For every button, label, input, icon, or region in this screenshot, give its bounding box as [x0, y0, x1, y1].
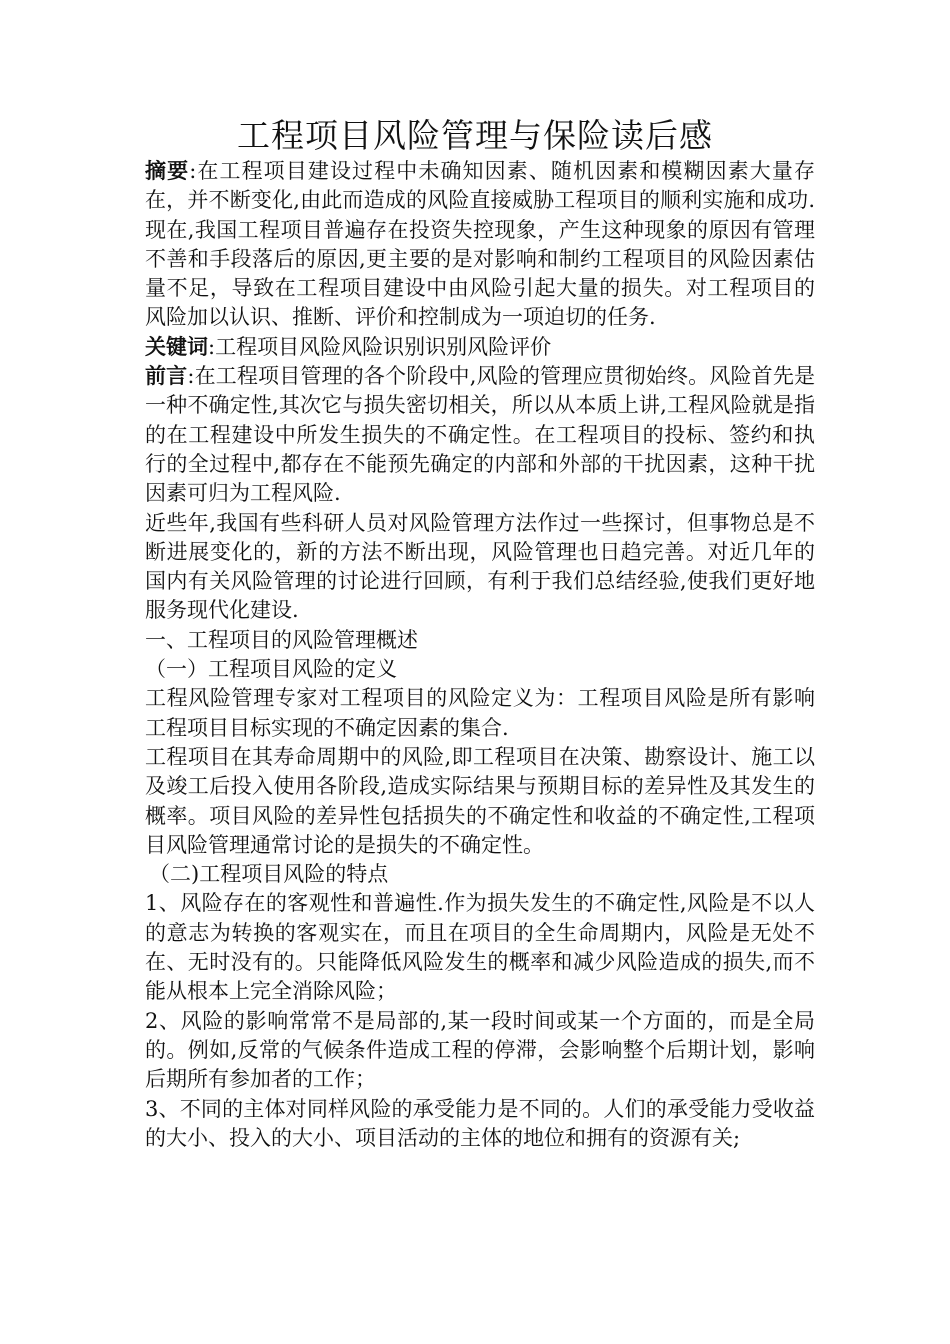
body-paragraph: 工程项目在其寿命周期中的风险,即工程项目在决策、勘察设计、施工以及竣工后投入使用各阶段,造成实际结果与预期目标的差异性及其发生的概率。项目风险的差异性包括损失的不确定性和收益的不确定性,工程项目风险管理通常讨论的是损失的不确定性。 [145, 744, 815, 857]
body-paragraph: 工程风险管理专家对工程项目的风险定义为：工程项目风险是所有影响工程项目目标实现的不确定因素的集合. [145, 686, 815, 740]
section-heading: 一、工程项目的风险管理概述 [145, 627, 418, 652]
list-item: 2、风险的影响常常不是局部的,某一段时间或某一个方面的，而是全局的。例如,反常的气候条件造成工程的停滞，会影响整个后期计划，影响后期所有参加者的工作； [145, 1008, 815, 1092]
preface-text: :在工程项目管理的各个阶段中,风险的管理应贯彻始终。风险首先是一种不确定性,其次它与损失密切相关，所以从本质上讲,工程风险就是指的在工程建设中所发生损失的不确定性。在工程项目的投标、签约和执行的全过程中,都存在不能预先确定的内部和外部的干扰因素，这种干扰因素可归为工程风险. [145, 364, 815, 506]
list-item: 1、风险存在的客观性和普遍性.作为损失发生的不确定性,风险是不以人的意志为转换的客观实在，而且在项目的全生命周期内，风险是无处不在、无时没有的。只能降低风险发生的概率和减少风险造成的损失,而不能从根本上完全消除风险； [145, 891, 815, 1004]
keywords-paragraph [145, 333, 815, 362]
abstract-label: 摘要 [145, 159, 190, 183]
abstract-text: :在工程项目建设过程中未确知因素、随机因素和模糊因素大量存在，并不断变化,由此而造成的风险直接威胁工程项目的顺利实施和成功.现在,我国工程项目普遍存在投资失控现象，产生这种现象的原因有管理不善和手段落后的原因,更主要的是对影响和制约工程项目的风险因素估量不足，导致在工程项目建设中由风险引起大量的损失。对工程项目的风险加以认识、推断、评价和控制成为一项迫切的任务. [145, 159, 816, 330]
preface-paragraph [145, 362, 815, 508]
preface-label: 前言 [145, 364, 188, 389]
abstract-paragraph [145, 157, 815, 333]
list-item: 3、不同的主体对同样风险的承受能力是不同的。人们的承受能力受收益的大小、投入的大小、项目活动的主体的地位和拥有的资源有关; [145, 1096, 815, 1150]
subsection-heading: （二)工程项目风险的特点 [149, 862, 389, 887]
keywords-text: :工程项目风险风险识别识别风险评价 [208, 334, 552, 359]
keywords-label: 关键词 [145, 334, 208, 359]
subsection-heading: （一）工程项目风险的定义 [145, 657, 397, 682]
body-paragraph: 近些年,我国有些科研人员对风险管理方法作过一些探讨，但事物总是不断进展变化的，新的方法不断出现，风险管理也日趋完善。对近几年的国内有关风险管理的讨论进行回顾，有利于我们总结经验,使我们更好地服务现代化建设. [145, 510, 815, 623]
document-title: 工程项目风险管理与保险读后感 [237, 116, 713, 155]
document-body [145, 157, 815, 1153]
